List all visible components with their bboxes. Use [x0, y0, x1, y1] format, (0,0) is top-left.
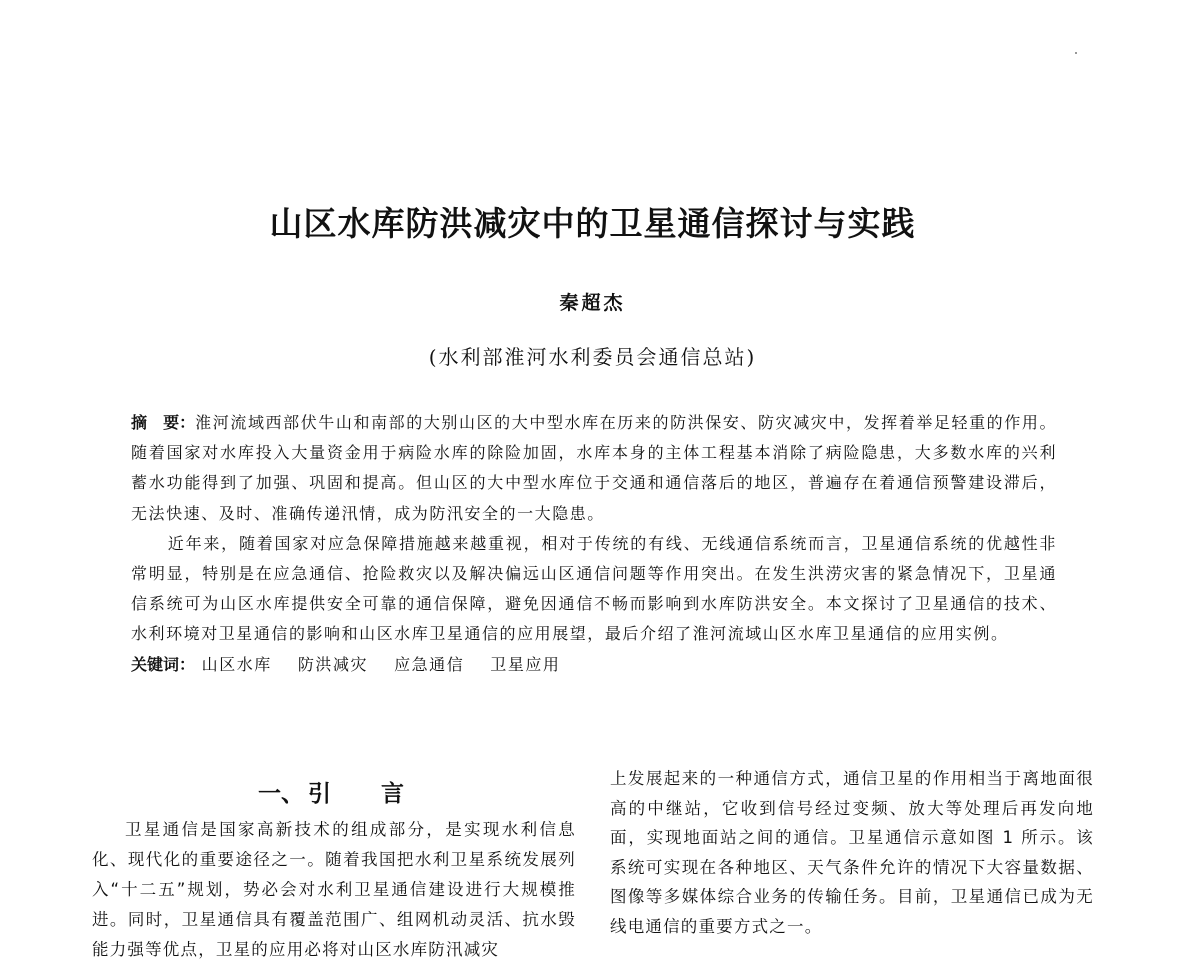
body-column-left — [92, 815, 576, 965]
paper-title: 山区水库防洪减灾中的卫星通信探讨与实践 — [269, 204, 916, 243]
keywords-line — [131, 650, 1057, 680]
abstract-paragraph-2: 近年来，随着国家对应急保障措施越来越重视，相对于传统的有线、无线通信系统而言，卫星通信系统的优越性非常明显，特别是在应急通信、抢险救灾以及解决偏远山区通信问题等作用突出。在发生洪涝灾害的紧急情况下，卫星通信系统可为山区水库提供安全可靠的通信保障，避免因通信不畅而影响到水库防洪安全。本文探讨了卫星通信的技术、水利环境对卫星通信的影响和山区水库卫星通信的应用展望，最后介绍了淮河流域山区水库卫星通信的应用实例。 — [131, 533, 1057, 644]
abstract-block — [131, 408, 1057, 680]
section-title-part-2: 言 — [381, 781, 404, 807]
abstract-label: 摘 要： — [131, 413, 196, 432]
body-column-right — [610, 764, 1094, 941]
section-heading-introduction — [258, 775, 404, 808]
author-name: 秦超杰 — [559, 292, 626, 314]
section-title-part-1: 引 — [308, 781, 331, 807]
abstract-text-1: 淮河流域西部伏牛山和南部的大别山区的大中型水库在历来的防洪保安、防灾减灾中，发挥着举足轻重的作用。随着国家对水库投入大量资金用于病险水库的除险加固，水库本身的主体工程基本消除了病险隐患，大多数水库的兴利蓄水功能得到了加强、巩固和提高。但山区的大中型水库位于交通和通信落后的地区，普遍存在着通信预警建设滞后，无法快速、及时、准确传递汛情，成为防汛安全的一大隐患。 — [131, 413, 1057, 523]
keywords-label: 关键词： — [131, 654, 196, 674]
keyword-item: 山区水库 — [201, 654, 272, 674]
scan-speck — [1075, 52, 1077, 54]
keyword-item: 卫星应用 — [490, 654, 561, 674]
body-paragraph-left: 卫星通信是国家高新技术的组成部分，是实现水利信息化、现代化的重要途径之一。随着我国把水利卫星系统发展列入“十二五”规划，势必会对水利卫星通信建设进行大规模推进。同时，卫星通信具有覆盖范围广、组网机动灵活、抗水毁能力强等优点，卫星的应用必将对山区水库防汛减灾 — [92, 820, 576, 959]
author-affiliation: (水利部淮河水利委员会通信总站) — [428, 345, 757, 369]
abstract-paragraph-1 — [131, 408, 1057, 529]
keyword-item: 应急通信 — [394, 654, 465, 674]
keyword-item: 防洪减灾 — [297, 654, 369, 674]
section-number: 一、 — [258, 781, 304, 807]
body-paragraph-right: 上发展起来的一种通信方式，通信卫星的作用相当于离地面很高的中继站，它收到信号经过变频、放大等处理后再发向地面，实现地面站之间的通信。卫星通信示意如图 1 所示。该系统可实现在各种地区、天气条件允许的情况下大容量数据、图像等多媒体综合业务的传输任务。目前，卫星通信已成为无线电通信的重要方式之一。 — [610, 769, 1094, 936]
